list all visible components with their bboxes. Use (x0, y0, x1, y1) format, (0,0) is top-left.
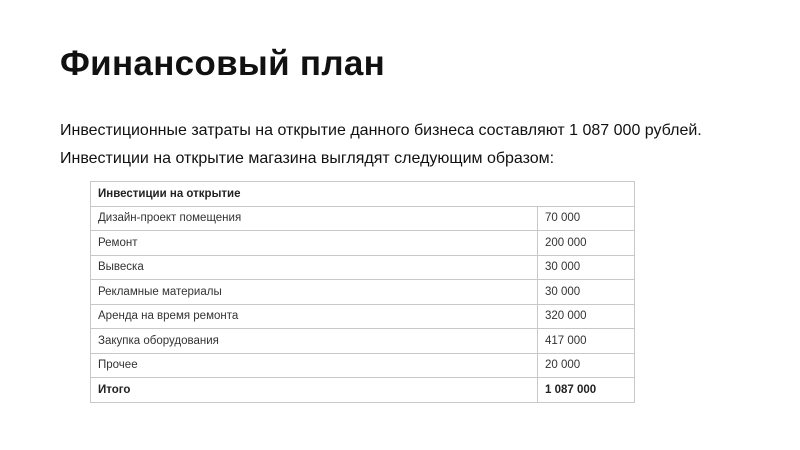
row-item: Ремонт (91, 231, 538, 256)
table-row (91, 353, 635, 378)
total-row (91, 378, 635, 403)
total-label: Итого (91, 378, 538, 403)
row-item: Аренда на время ремонта (91, 304, 538, 329)
row-value: 70 000 (538, 206, 635, 231)
row-item: Дизайн-проект помещения (91, 206, 538, 231)
total-value: 1 087 000 (538, 378, 635, 403)
page-title: Финансовый план (60, 44, 386, 83)
table-header-row (91, 182, 635, 207)
row-item: Вывеска (91, 255, 538, 280)
row-value: 30 000 (538, 255, 635, 280)
row-value: 417 000 (538, 329, 635, 354)
row-value: 30 000 (538, 280, 635, 305)
row-item: Рекламные материалы (91, 280, 538, 305)
table-row (91, 206, 635, 231)
table-row (91, 304, 635, 329)
table-row (91, 280, 635, 305)
table-row (91, 231, 635, 256)
row-item: Закупка оборудования (91, 329, 538, 354)
table-row (91, 329, 635, 354)
table-row (91, 255, 635, 280)
table-intro-paragraph: Инвестиции на открытие магазина выглядят следующим образом: (60, 150, 555, 167)
row-value: 320 000 (538, 304, 635, 329)
row-item: Прочее (91, 353, 538, 378)
investment-table (90, 181, 635, 403)
table-header: Инвестиции на открытие (91, 182, 635, 207)
row-value: 200 000 (538, 231, 635, 256)
intro-paragraph: Инвестиционные затраты на открытие данного бизнеса составляют 1 087 000 рублей. (60, 122, 702, 139)
row-value: 20 000 (538, 353, 635, 378)
